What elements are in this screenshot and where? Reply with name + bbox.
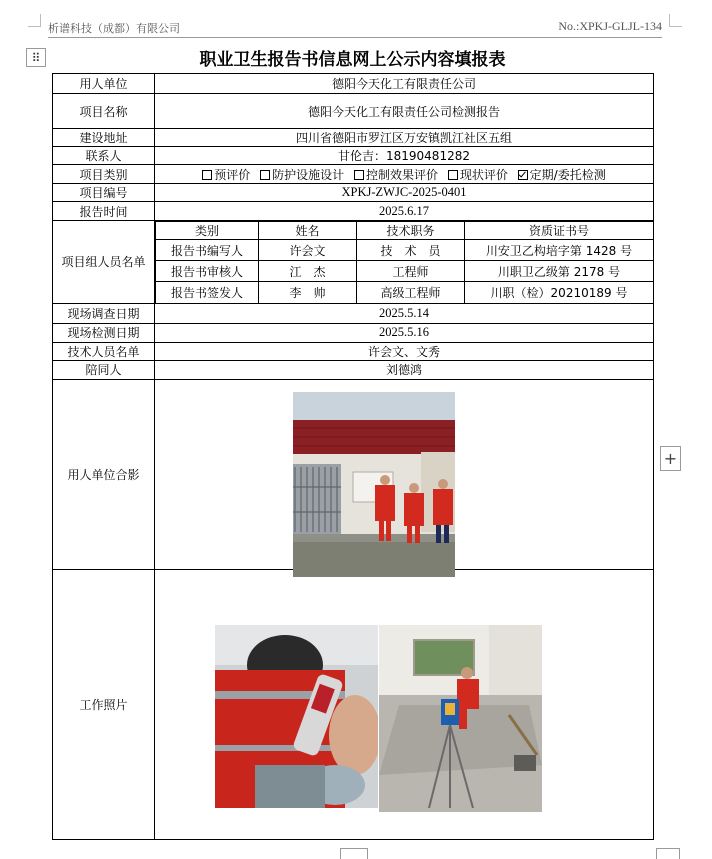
category-options [155, 165, 654, 184]
value-companion: 刘德鸿 [155, 360, 654, 379]
group-photo [293, 392, 455, 577]
value-report-time: 2025.6.17 [155, 202, 654, 221]
work-photo-left [215, 625, 378, 808]
page-title: 职业卫生报告书信息网上公示内容填报表 [199, 50, 506, 70]
header-rule [48, 37, 662, 38]
checkbox-icon[interactable] [448, 170, 458, 180]
team-header: 资质证书号 [465, 222, 654, 240]
label-address: 建设地址 [53, 129, 155, 147]
category-option[interactable]: 定期/委托检测 [518, 168, 606, 182]
value-project-name: 德阳今天化工有限责任公司检测报告 [155, 94, 654, 129]
value-contact: 甘伦吉：18190481282 [155, 147, 654, 165]
header-company: 析谱科技（成都）有限公司 [48, 22, 180, 35]
value-survey-date: 2025.5.14 [155, 303, 654, 323]
team-cell-role: 报告书签发人 [156, 282, 259, 303]
value-address: 四川省德阳市罗江区万安镇凯江社区五组 [155, 129, 654, 147]
team-table [155, 221, 653, 303]
team-header: 技术职务 [357, 222, 465, 240]
category-option[interactable]: 防护设施设计 [260, 168, 344, 182]
add-row-button[interactable]: + [660, 446, 681, 471]
crop-mark-top-right [669, 14, 682, 27]
label-project-name: 项目名称 [53, 94, 155, 129]
team-cell-title: 高级工程师 [357, 282, 465, 303]
category-option[interactable]: 预评价 [202, 168, 250, 182]
table-drag-handle[interactable]: ⠿ [26, 48, 46, 67]
label-project-no: 项目编号 [53, 184, 155, 202]
category-option[interactable]: 现状评价 [448, 168, 508, 182]
label-technicians: 技术人员名单 [53, 342, 155, 360]
checkbox-icon[interactable] [260, 170, 270, 180]
header-doc-number: No.:XPKJ-GLJL-134 [558, 19, 662, 33]
team-row [156, 282, 654, 303]
label-work-photo: 工作照片 [53, 569, 155, 839]
checkbox-icon[interactable] [354, 170, 364, 180]
checked-checkbox-icon[interactable] [518, 170, 528, 180]
value-technicians: 许会文、文秀 [155, 342, 654, 360]
label-category: 项目类别 [53, 165, 155, 184]
value-test-date: 2025.5.16 [155, 323, 654, 342]
team-row [156, 240, 654, 261]
label-employer: 用人单位 [53, 74, 155, 94]
team-cell [155, 221, 654, 304]
team-cell-role: 报告书编写人 [156, 240, 259, 261]
scroll-indicator-right[interactable] [656, 848, 680, 859]
team-cell-title: 技 术 员 [357, 240, 465, 261]
checkbox-icon[interactable] [202, 170, 212, 180]
team-row [156, 261, 654, 282]
label-group-photo: 用人单位合影 [53, 379, 155, 569]
team-cell-cert: 川安卫乙构培字第 1428 号 [465, 240, 654, 261]
team-cell-title: 工程师 [357, 261, 465, 282]
value-project-no: XPKJ-ZWJC-2025-0401 [155, 184, 654, 202]
team-header: 类别 [156, 222, 259, 240]
scroll-indicator-left[interactable] [340, 848, 368, 859]
team-cell-role: 报告书审核人 [156, 261, 259, 282]
label-test-date: 现场检测日期 [53, 323, 155, 342]
value-employer: 德阳今天化工有限责任公司 [155, 74, 654, 94]
label-team: 项目组人员名单 [53, 221, 155, 304]
team-cell-cert: 川职卫乙级第 2178 号 [465, 261, 654, 282]
team-cell-cert: 川职（检）20210189 号 [465, 282, 654, 303]
team-header: 姓名 [259, 222, 357, 240]
crop-mark-top-left [28, 14, 41, 27]
label-contact: 联系人 [53, 147, 155, 165]
label-survey-date: 现场调查日期 [53, 303, 155, 323]
work-photo-right [379, 625, 542, 812]
team-cell-name: 江 杰 [259, 261, 357, 282]
team-cell-name: 许会文 [259, 240, 357, 261]
category-option[interactable]: 控制效果评价 [354, 168, 438, 182]
label-companion: 陪同人 [53, 360, 155, 379]
label-report-time: 报告时间 [53, 202, 155, 221]
team-cell-name: 李 帅 [259, 282, 357, 303]
